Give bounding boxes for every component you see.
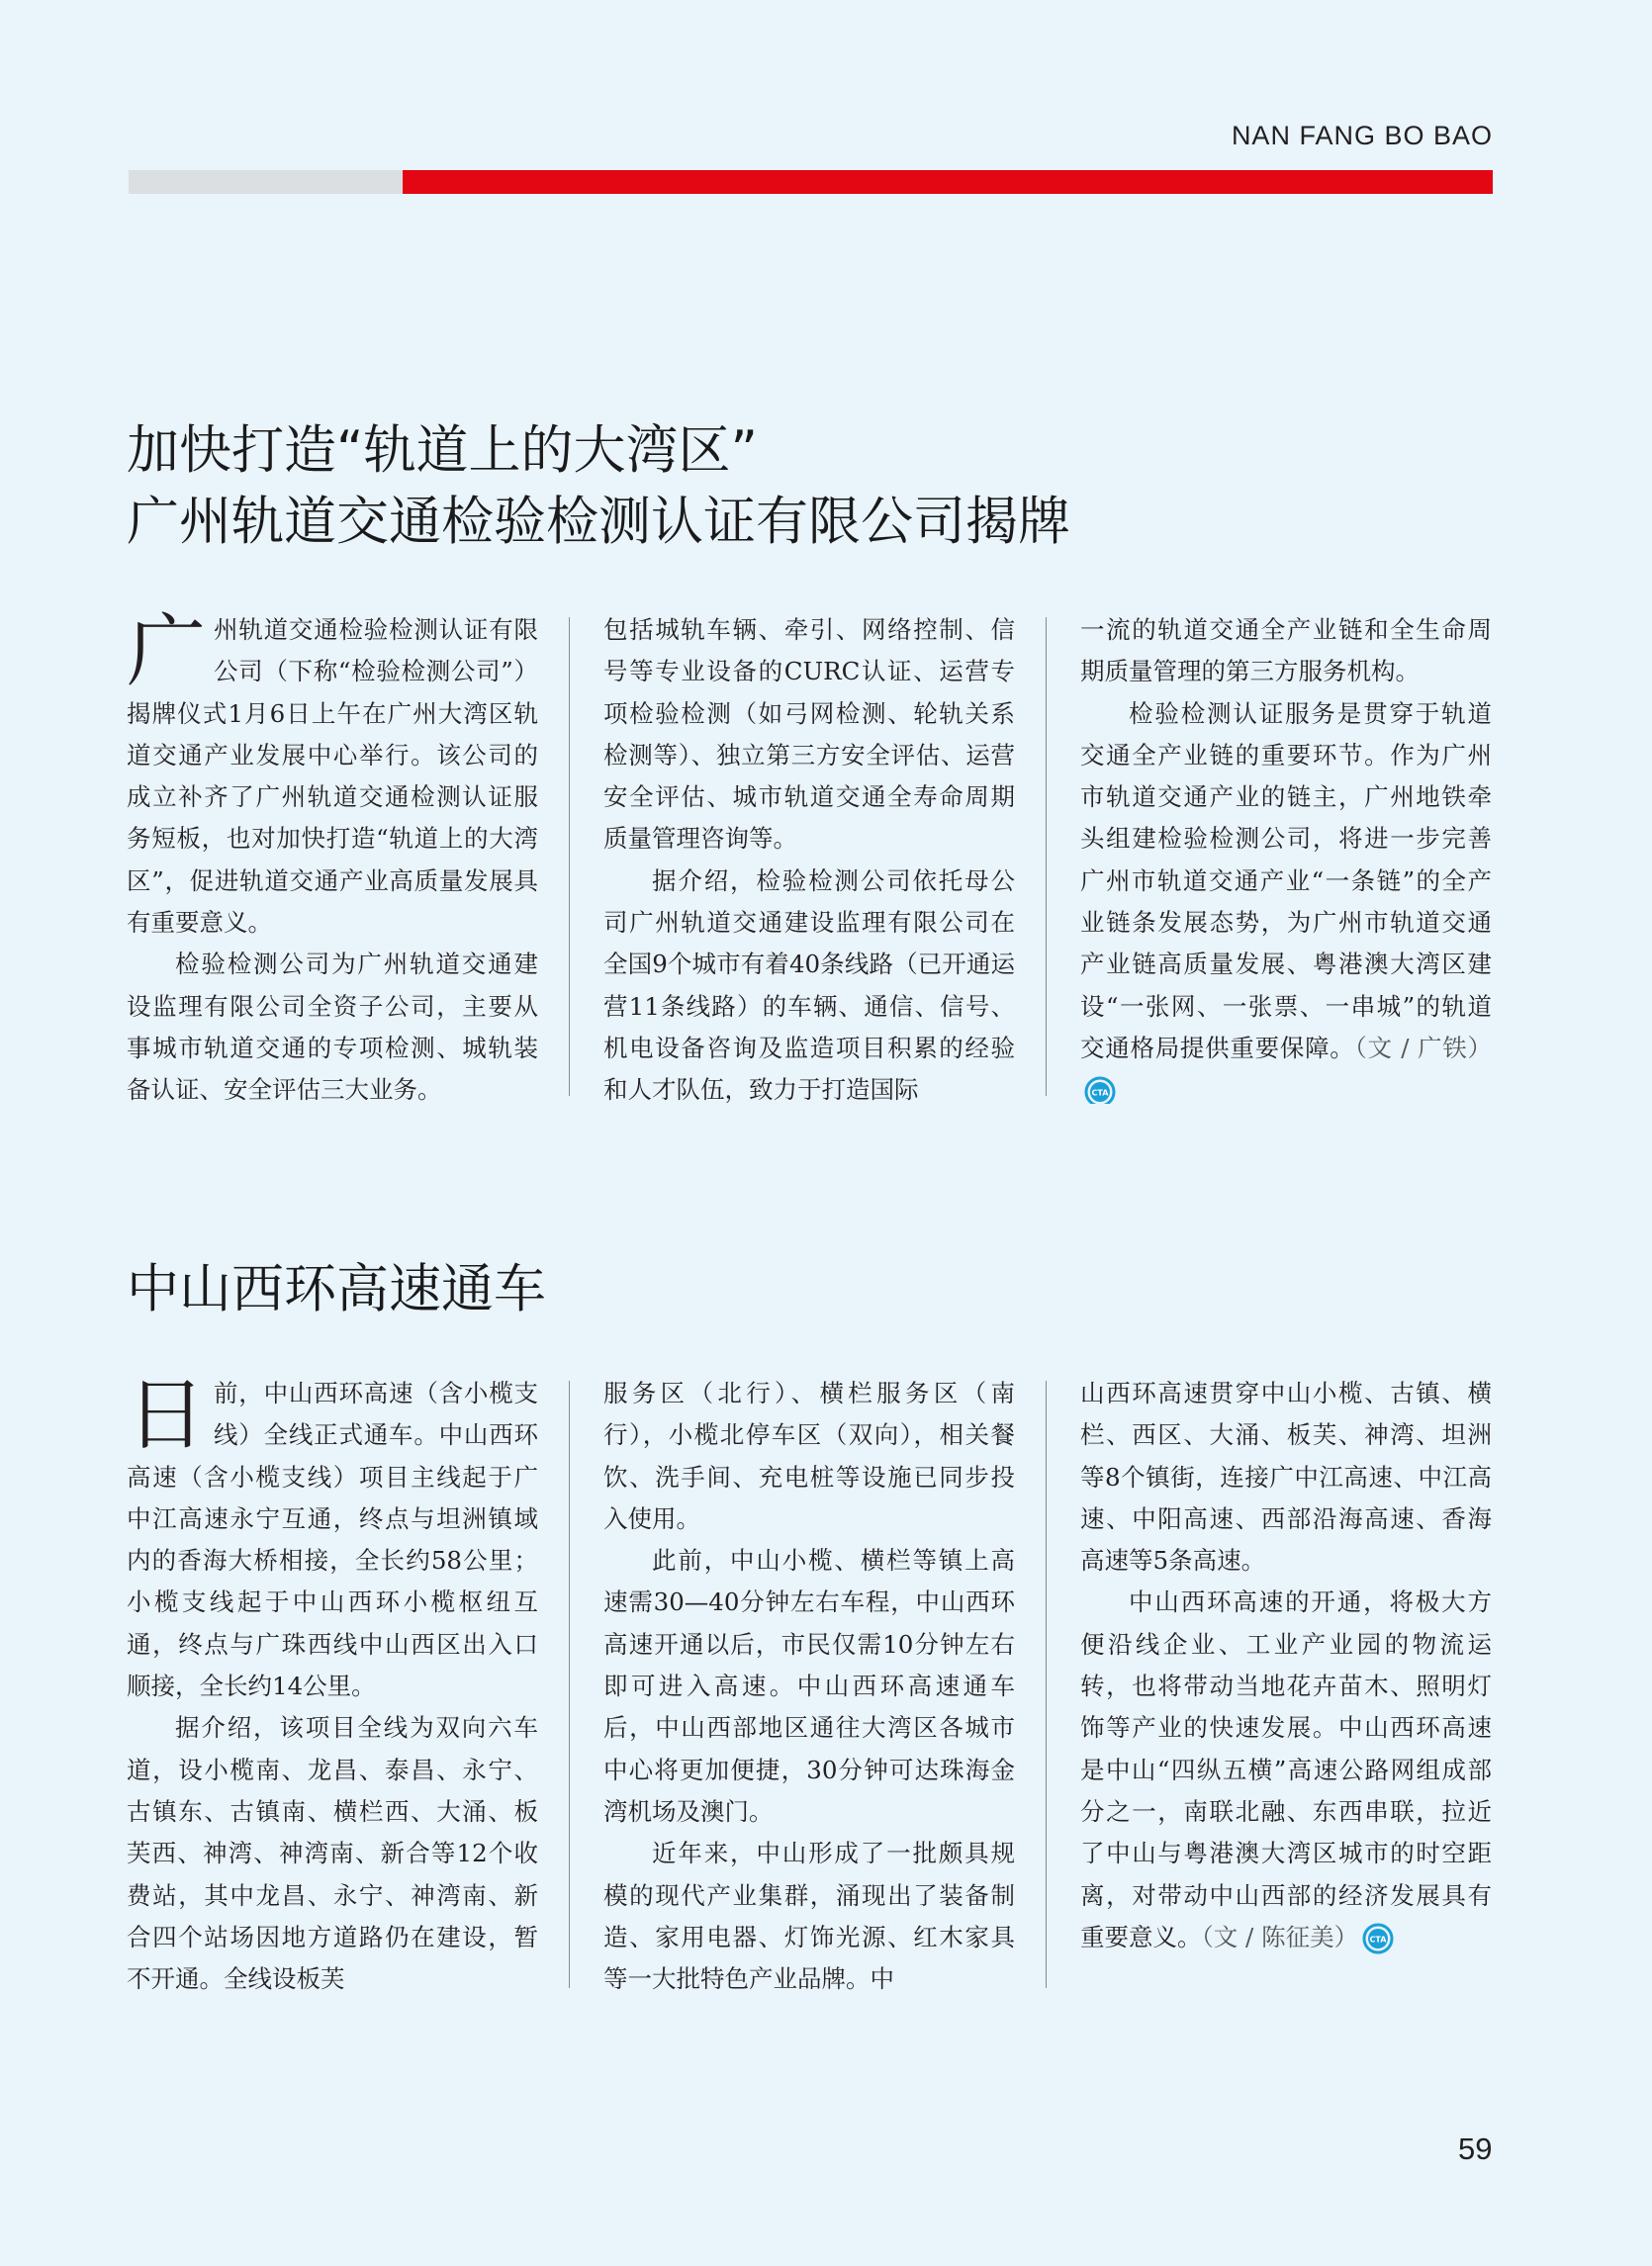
article-1-headline-line-1: 加快打造“轨道上的大湾区”	[127, 420, 758, 481]
cta-logo-icon	[1084, 1076, 1116, 1104]
article-2-col1-p1: 前，中山西环高速（含小榄支线）全线正式通车。中山西环高速（含小榄支线）项目主线起于广中江高速永宁互通，终点与坦洲镇域内的香海大桥相接，全长约58公里；小榄支线起于中山西环小榄枢纽互通，终点与广珠西线中山西区出入口顺接，全长约14公里。	[127, 1379, 538, 1701]
article-2-column-3	[1080, 1373, 1492, 1996]
column-divider	[1046, 1381, 1047, 1988]
header-bar-grey	[129, 170, 403, 194]
article-1-col1-p2: 检验检测公司为广州轨道交通建设监理有限公司全资子公司，主要从事城市轨道交通的专项检测、城轨装备认证、安全评估三大业务。	[127, 950, 538, 1104]
article-2-col2-p1: 服务区（北行）、横栏服务区（南行），小榄北停车区（双向），相关餐饮、洗手间、充电桩等设施已同步投入使用。	[603, 1379, 1015, 1533]
article-1-headline	[127, 415, 1070, 558]
article-2-col3-p2: 中山西环高速的开通，将极大方便沿线企业、工业产业园的物流运转，也将带动当地花卉苗木、照明灯饰等产业的快速发展。中山西环高速是中山“四纵五横”高速公路网组成部分之一，南联北融、东西串联，拉近了中山与粤港澳大湾区城市的时空距离，对带动中山西部的经济发展具有重要意义。	[1080, 1587, 1492, 1951]
article-1-col3-p1: 一流的轨道交通全产业链和全生命周期质量管理的第三方服务机构。	[1080, 615, 1492, 686]
article-1-headline-line-2: 广州轨道交通检验检测认证有限公司揭牌	[127, 492, 1070, 552]
article-1-col2-p1: 包括城轨车辆、牵引、网络控制、信号等专业设备的CURC认证、运营专项检验检测（如弓网检测、轮轨关系检测等）、独立第三方安全评估、运营安全评估、城市轨道交通全寿命周期质量管理咨询等。	[603, 615, 1015, 854]
cta-logo-text: CTA	[1369, 1935, 1387, 1945]
article-1-paragraph	[127, 609, 538, 944]
article-1-dropcap: 广	[127, 609, 206, 697]
article-1-col3-p2-wrap	[1080, 693, 1492, 1104]
article-2-headline-text: 中山西环高速通车	[127, 1259, 546, 1319]
masthead: NAN FANG BO BAO	[1231, 121, 1493, 150]
article-2-col1-p2: 据介绍，该项目全线为双向六车道，设小榄南、龙昌、泰昌、永宁、古镇东、古镇南、横栏西、大涌、板芙西、神湾、神湾南、新合等12个收费站，其中龙昌、永宁、神湾南、新合四个站场因地方道路仍在建设，暂不开通。全线设板芙	[127, 1713, 538, 1994]
article-1-column-1	[127, 609, 538, 1104]
article-2-dropcap: 日	[127, 1373, 206, 1461]
article-1-body	[127, 609, 1492, 1104]
article-1-column-2	[603, 609, 1015, 1104]
article-2-paragraph	[127, 1373, 538, 1707]
article-2-col3-p1: 山西环高速贯穿中山小榄、古镇、横栏、西区、大涌、板芙、神湾、坦洲等8个镇街，连接广中江高速、中江高速、中阳高速、西部沿海高速、香海高速等5条高速。	[1080, 1379, 1492, 1576]
article-2-column-2	[603, 1373, 1015, 1996]
article-2-body	[127, 1373, 1492, 1996]
article-2-byline: （文 / 陈征美）	[1201, 1922, 1359, 1951]
cta-logo-icon	[1362, 1923, 1394, 1954]
article-1-byline: （文 / 广铁）	[1354, 1033, 1492, 1062]
column-divider	[569, 1381, 570, 1988]
article-2-col3-p2-wrap	[1080, 1582, 1492, 1958]
column-divider	[1046, 617, 1047, 1096]
article-2-column-1	[127, 1373, 538, 1996]
article-2-col2-p2: 此前，中山小榄、横栏等镇上高速需30—40分钟左右车程，中山西环高速开通以后，市民仅需10分钟左右即可进入高速。中山西环高速通车后，中山西部地区通往大湾区各城市中心将更加便捷，30分钟可达珠海金湾机场及澳门。	[603, 1546, 1015, 1826]
header-bar-red	[403, 170, 1493, 194]
column-divider	[569, 617, 570, 1096]
article-2-col2-p3: 近年来，中山形成了一批颇具规模的现代产业集群，涌现出了装备制造、家用电器、灯饰光源、红木家具等一大批特色产业品牌。中	[603, 1839, 1015, 1994]
article-2-headline	[127, 1254, 546, 1325]
article-1-col1-p1: 州轨道交通检验检测认证有限公司（下称“检验检测公司”）揭牌仪式1月6日上午在广州大湾区轨道交通产业发展中心举行。该公司的成立补齐了广州轨道交通检测认证服务短板，也对加快打造“轨道上的大湾区”，促进轨道交通产业高质量发展具有重要意义。	[127, 615, 538, 938]
cta-logo-text: CTA	[1091, 1088, 1109, 1098]
article-1-col3-p2: 检验检测认证服务是贯穿于轨道交通全产业链的重要环节。作为广州市轨道交通产业的链主，广州地铁牵头组建检验检测公司，将进一步完善广州市轨道交通产业“一条链”的全产业链条发展态势，为广州市轨道交通产业链高质量发展、粤港澳大湾区建设“一张网、一张票、一串城”的轨道交通格局提供重要保障。	[1080, 698, 1492, 1062]
article-1-col2-p2: 据介绍，检验检测公司依托母公司广州轨道交通建设监理有限公司在全国9个城市有着40条线路（已开通运营11条线路）的车辆、通信、信号、机电设备咨询及监造项目积累的经验和人才队伍，致力于打造国际	[603, 865, 1015, 1104]
article-1-column-3	[1080, 609, 1492, 1104]
page-number: 59	[1458, 2131, 1493, 2166]
